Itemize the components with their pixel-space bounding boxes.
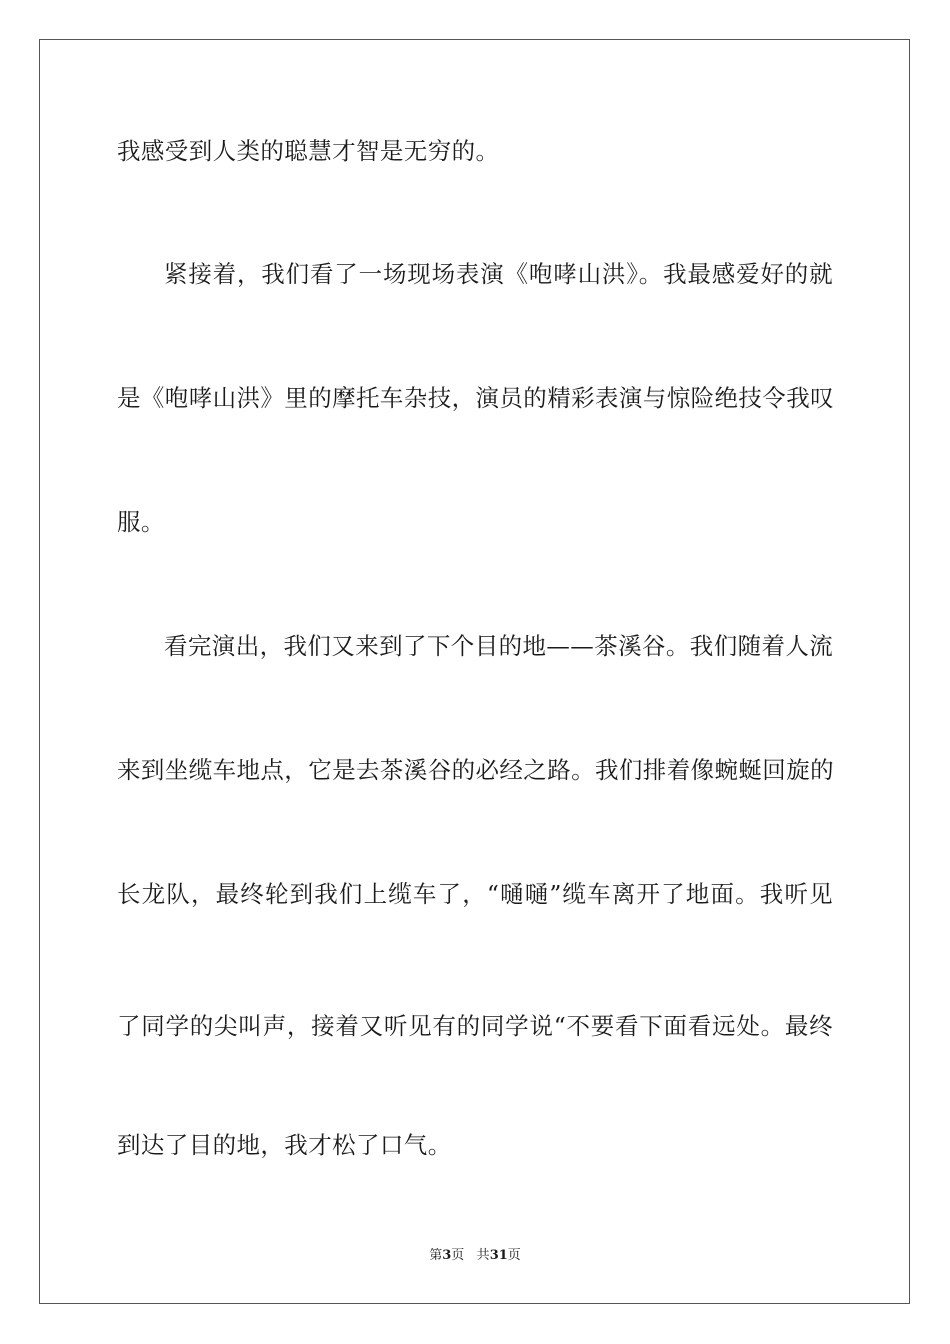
paragraph-line-9: 到达了目的地，我才松了口气。: [117, 1131, 452, 1159]
paragraph-line-1: 我感受到人类的聪慧才智是无穷的。: [117, 137, 500, 165]
footer-total-suffix: 页: [507, 1248, 521, 1263]
paragraph-line-8: 了同学的尖叫声，接着又听见有的同学说“不要看下面看远处。最终: [117, 1012, 833, 1040]
footer-total-prefix: 共: [476, 1248, 490, 1263]
page-border: [39, 39, 910, 1304]
footer-page-suffix: 页: [451, 1248, 465, 1263]
paragraph-line-3: 是《咆哮山洪》里的摩托车杂技，演员的精彩表演与惊险绝技令我叹: [117, 384, 834, 412]
footer-page-number: 3: [442, 1248, 452, 1263]
footer-total-pages: 31: [489, 1248, 508, 1263]
paragraph-line-5: 看完演出，我们又来到了下个目的地——茶溪谷。我们随着人流: [164, 632, 834, 660]
paragraph-line-2: 紧接着，我们看了一场现场表演《咆哮山洪》。我最感爱好的就: [164, 260, 833, 288]
paragraph-line-4: 服。: [117, 508, 165, 536]
page-footer: [0, 1247, 950, 1265]
footer-page-prefix: 第: [429, 1248, 443, 1263]
paragraph-line-7: 长龙队，最终轮到我们上缆车了，“嗵嗵”缆车离开了地面。我听见: [117, 880, 833, 908]
paragraph-line-6: 来到坐缆车地点，它是去茶溪谷的必经之路。我们排着像蜿蜒回旋的: [117, 756, 834, 784]
